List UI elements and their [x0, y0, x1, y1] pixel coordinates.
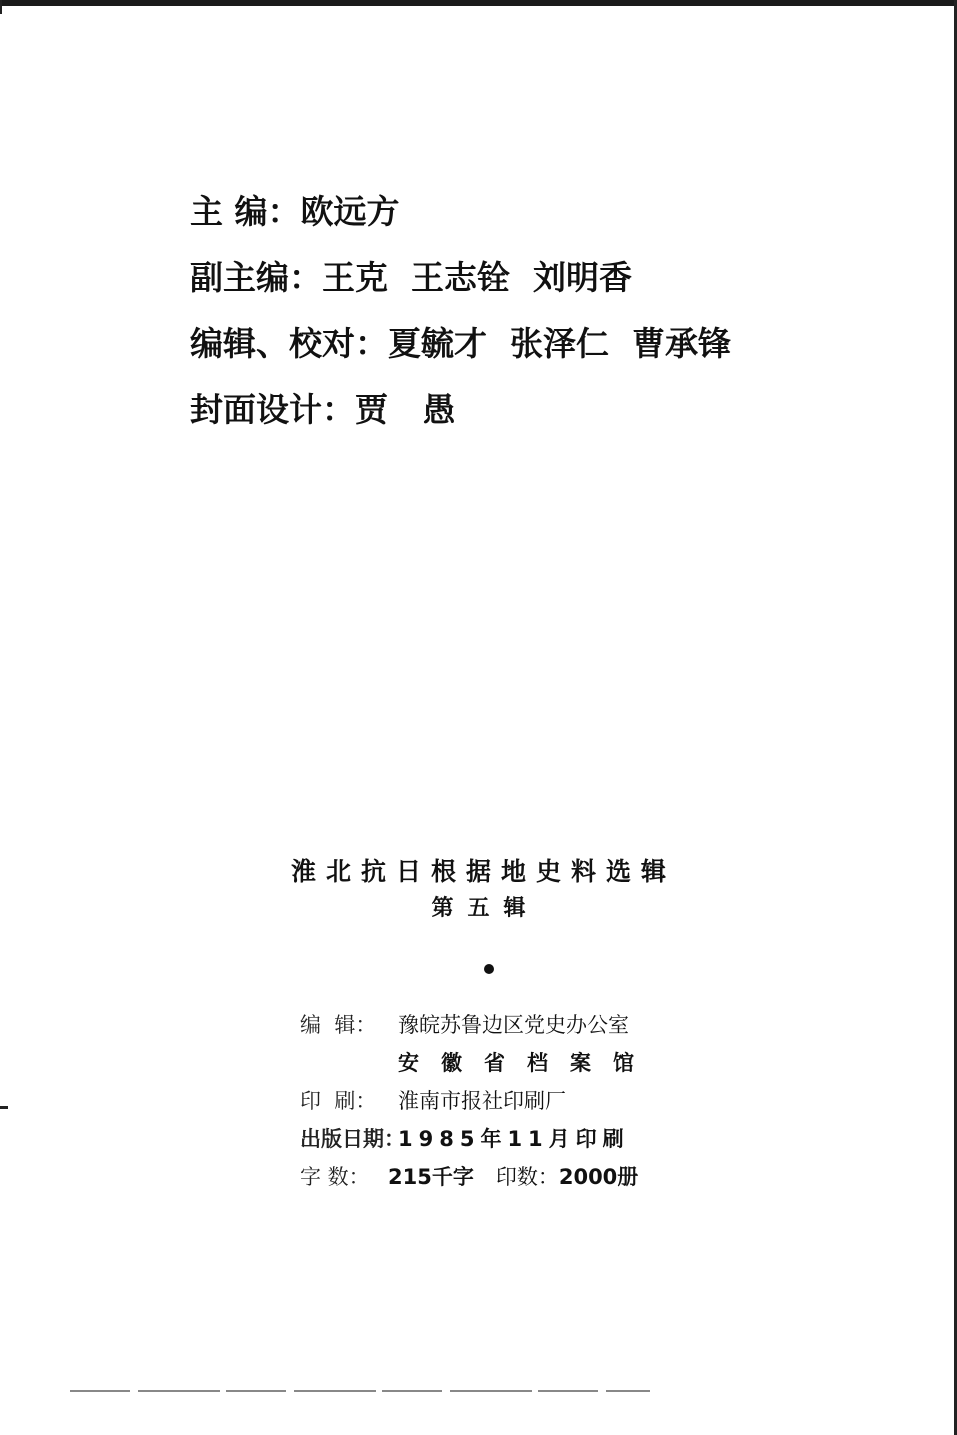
credit-names: 贾 愚 [355, 390, 456, 429]
credit-names: 夏毓才 张泽仁 曹承锋 [388, 324, 731, 363]
pub-editor-row-2 [300, 1044, 730, 1082]
credit-names: 王克 王志铨 刘明香 [322, 258, 632, 297]
pub-date-row [300, 1120, 730, 1158]
credits-block [190, 190, 850, 454]
pub-value: 淮南市报社印刷厂 [398, 1089, 566, 1113]
pub-value: 2000册 [558, 1165, 639, 1189]
pub-label: 印数： [495, 1165, 559, 1189]
credit-chief-editor [190, 190, 850, 256]
credit-role: 封面设计： [190, 390, 355, 429]
pub-label: 字 数： [300, 1165, 370, 1189]
credit-deputy-editors [190, 256, 850, 322]
pub-editor-row [300, 1006, 730, 1044]
credit-names: 欧远方 [300, 192, 400, 231]
scan-mark [0, 1106, 8, 1109]
pub-printer-row [300, 1082, 730, 1120]
pub-value: 安徽省档案馆 [398, 1051, 656, 1075]
credit-role: 编辑、校对： [190, 324, 388, 363]
divider [70, 1390, 650, 1392]
credit-cover-design [190, 388, 850, 454]
scan-edge-top [0, 0, 957, 6]
credit-editing-proofreading [190, 322, 850, 388]
credit-role: 主 编： [190, 192, 301, 231]
book-title: 淮北抗日根据地史料选辑 [290, 857, 676, 886]
pub-value: 豫皖苏鲁边区党史办公室 [398, 1013, 629, 1037]
pub-value: 215千字 [388, 1165, 474, 1189]
separator-dot [484, 964, 494, 974]
scan-edge-left [0, 0, 2, 14]
publication-info [300, 1006, 730, 1196]
pub-label: 印 刷： [300, 1089, 377, 1113]
pub-wordcount-row [300, 1158, 730, 1196]
book-volume: 第五辑 [431, 895, 540, 921]
pub-value: 1985年11月印刷 [398, 1127, 630, 1151]
credit-role: 副主编： [190, 258, 322, 297]
book-title-block [0, 852, 957, 928]
pub-label: 编 辑： [300, 1013, 377, 1037]
pub-label: 出版日期： [300, 1127, 405, 1151]
